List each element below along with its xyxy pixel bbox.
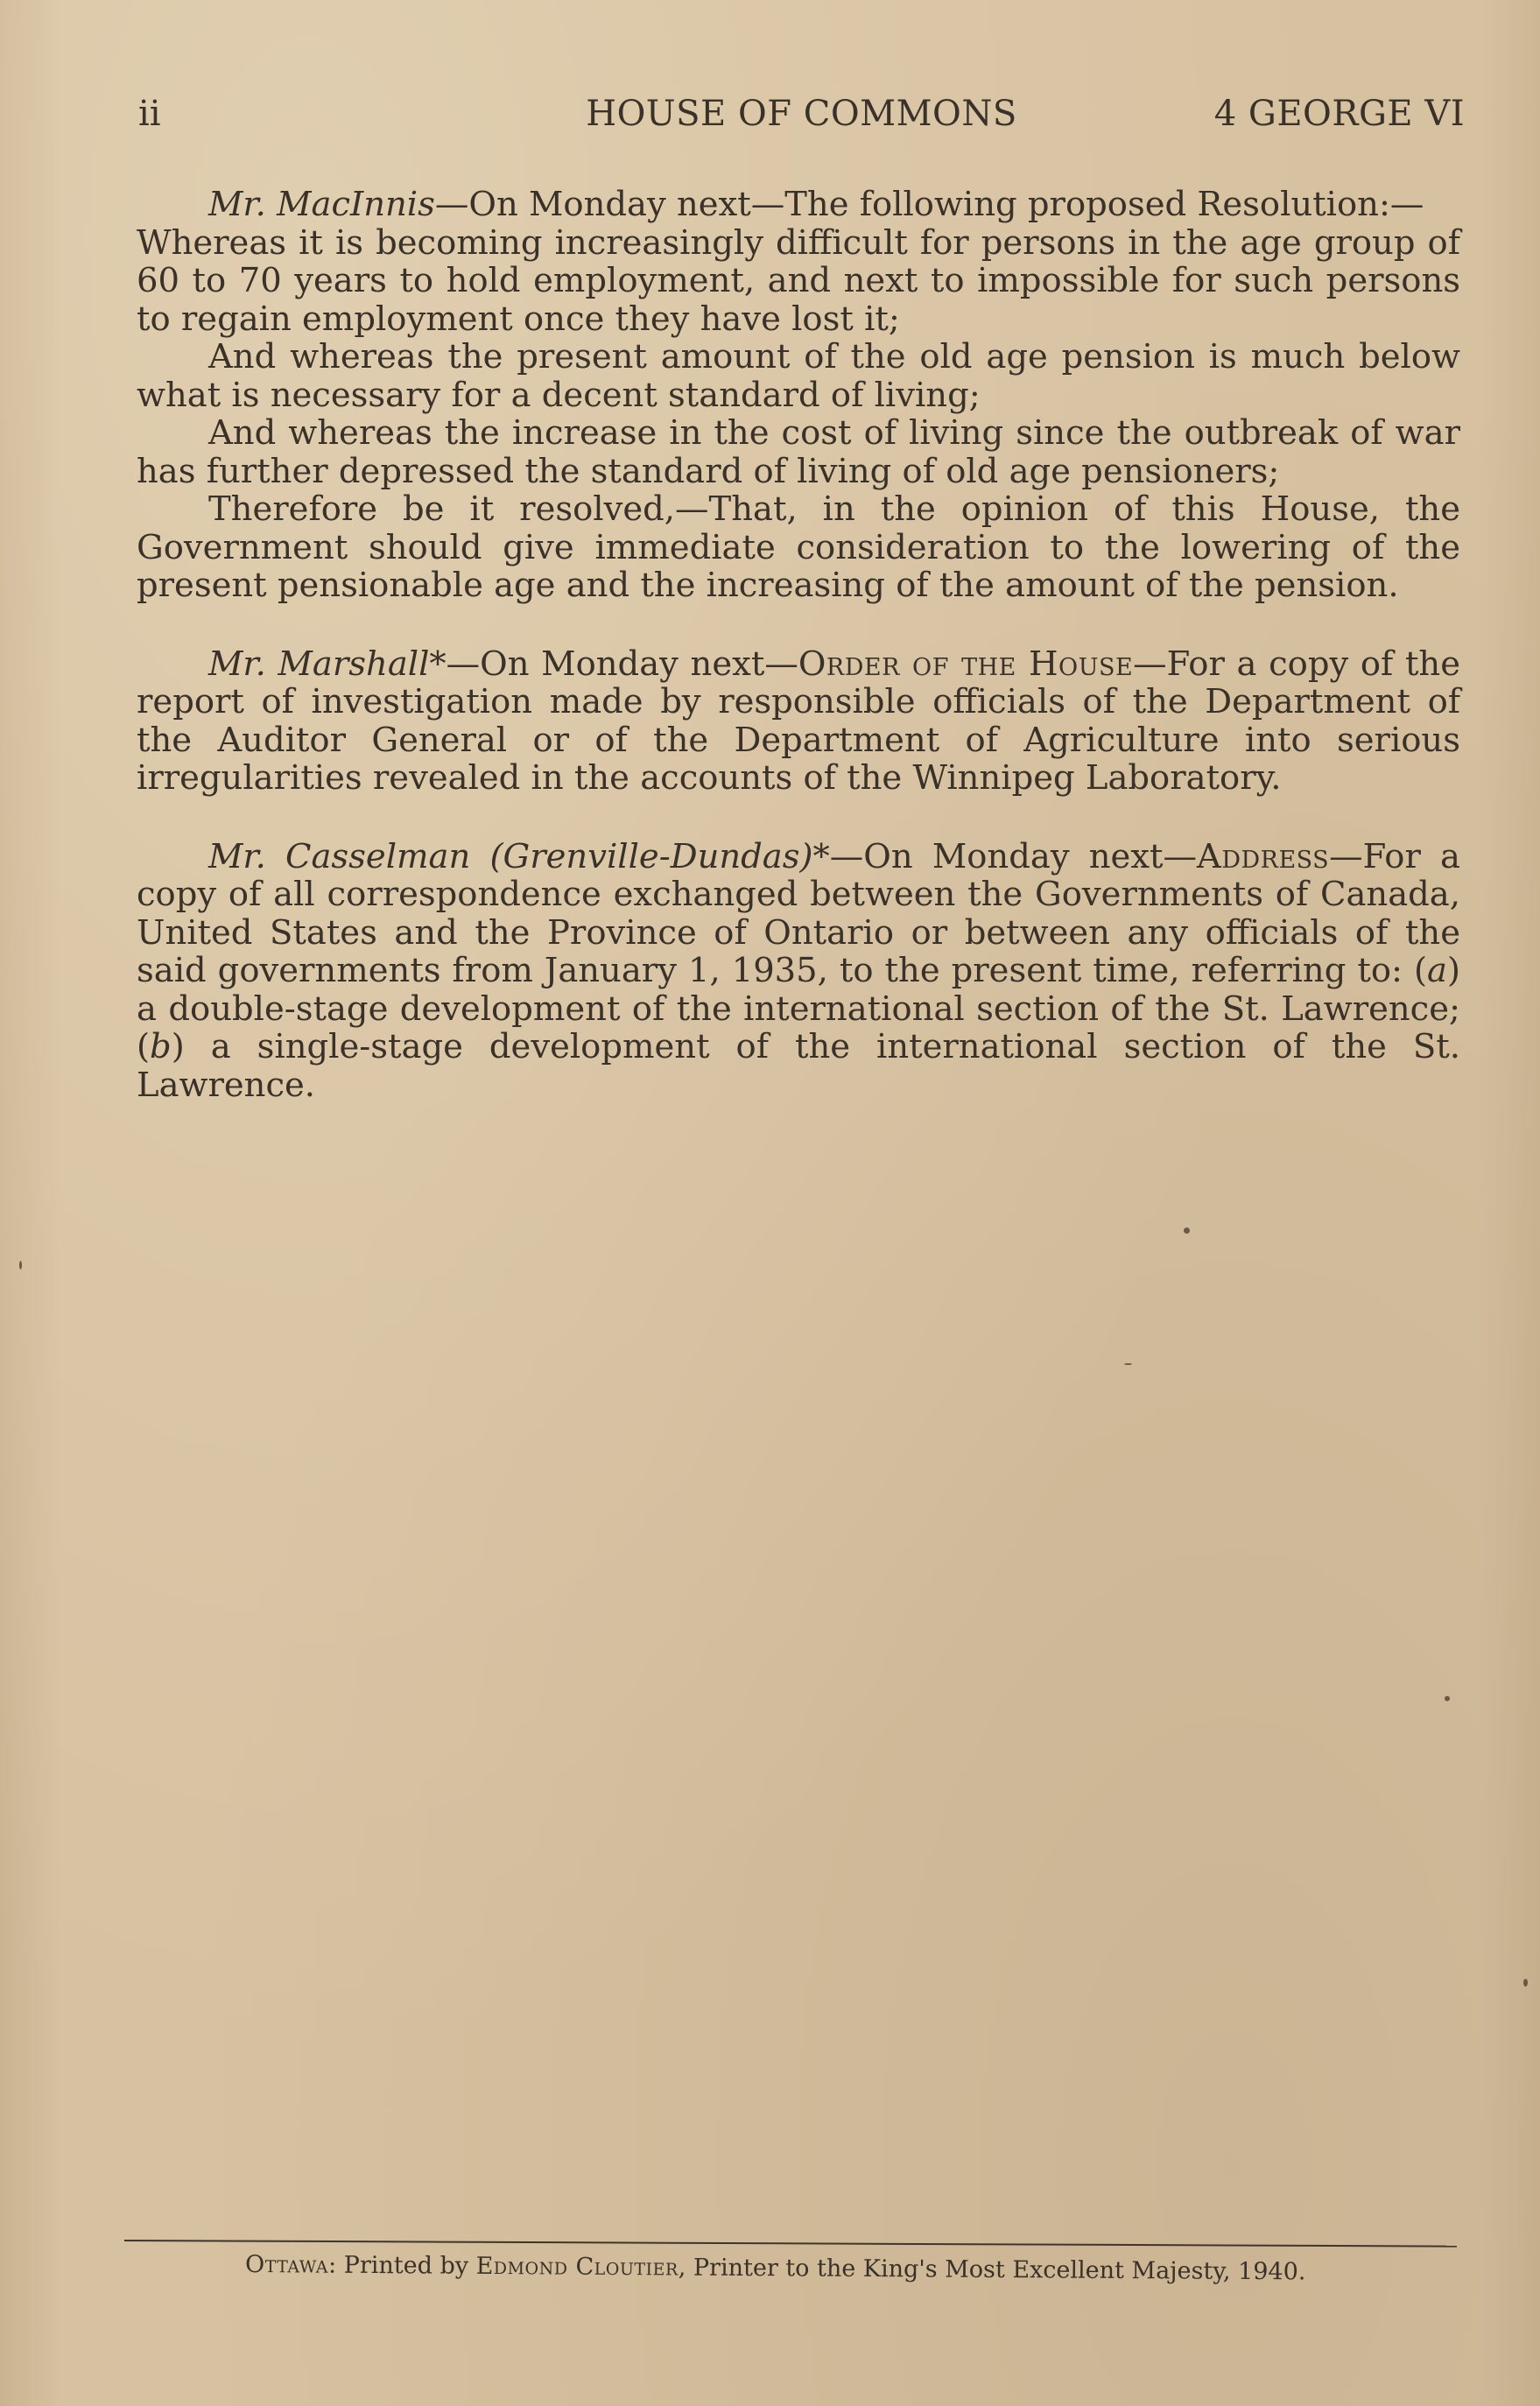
paper-speck — [1124, 1363, 1132, 1365]
resolution-clause: Whereas it is becoming increasingly difficult for persons in the age group of 60 to 70 years to hold employment, and next to impossible for such persons to regain employment once they have lost it; — [137, 222, 1460, 339]
notice-text — [137, 645, 1460, 798]
imprint-text: : Printed by — [327, 2251, 476, 2280]
motion-text: ) a single-stage development of the international section of the St. Lawrence. — [137, 1027, 1460, 1105]
imprint-place: Ottawa — [244, 2251, 329, 2279]
running-head-title: HOUSE OF COMMONS — [586, 94, 1017, 134]
imprint-printer: Edmond Cloutier — [475, 2252, 679, 2282]
notice-heading: —On Monday next— — [829, 836, 1198, 876]
motion-type: Order of the House — [798, 644, 1134, 684]
motion-type: Address — [1197, 836, 1330, 876]
resolution-clause: And whereas the present amount of the old age pension is much below what is necessary for a decent standard of living; — [137, 337, 1460, 415]
paper-speck — [19, 1261, 22, 1270]
notice-text — [137, 838, 1460, 1105]
notice-intro — [137, 186, 1460, 224]
paragraph-spacer — [137, 605, 1460, 645]
notice-marshall — [137, 645, 1460, 798]
regnal-year: 4 GEORGE VI — [1213, 94, 1465, 134]
notice-heading: —On Monday next—The following proposed Resolution:— — [434, 185, 1424, 224]
running-head — [138, 91, 1465, 137]
member-name: Mr. Casselman (Grenville-Dundas)* — [208, 836, 830, 876]
notices-body — [137, 186, 1460, 1104]
paper-speck — [1445, 1696, 1450, 1701]
member-name: Mr. Marshall* — [208, 644, 447, 684]
paper-speck — [1184, 1228, 1190, 1234]
item-letter: b — [150, 1027, 172, 1066]
printer-imprint — [245, 2250, 1348, 2288]
paper-speck — [1523, 1979, 1528, 1987]
imprint-text: , Printer to the King's Most Excellent Majesty, 1940. — [678, 2254, 1306, 2286]
resolution-clause: Therefore be it resolved,—That, in the opinion of this House, the Government should give immediate consideration to the lowering of the present pensionable age and the increasing of the amount of the pension. — [137, 489, 1460, 605]
page-number: ii — [138, 94, 161, 134]
motion-text: —For a copy of the report of investigation made by responsible officials of the Department of the Auditor General or of the Department of Agriculture into serious irregularities revealed in the accounts of the Winnipeg Laboratory. — [137, 644, 1461, 798]
notice-heading: —On Monday next— — [446, 644, 798, 684]
notice-casselman — [137, 838, 1460, 1105]
paragraph-spacer — [137, 798, 1460, 838]
footer-rule — [124, 2240, 1457, 2248]
resolution-clause: And whereas the increase in the cost of living since the outbreak of war has further depressed the standard of living of old age pensioners; — [137, 413, 1460, 491]
motion-text: —For a copy of all correspondence exchanged between the Governments of Canada, United States and the Province of Ontario or between any officials of the said governments from January 1, 1935, to the present time, referring to: ( — [137, 836, 1460, 990]
motion-text: ) a double-stage development of the international section of the St. Lawrence; ( — [137, 951, 1460, 1066]
notice-macinnis — [137, 186, 1460, 605]
member-name: Mr. MacInnis — [208, 185, 435, 224]
item-letter: a — [1427, 951, 1447, 990]
